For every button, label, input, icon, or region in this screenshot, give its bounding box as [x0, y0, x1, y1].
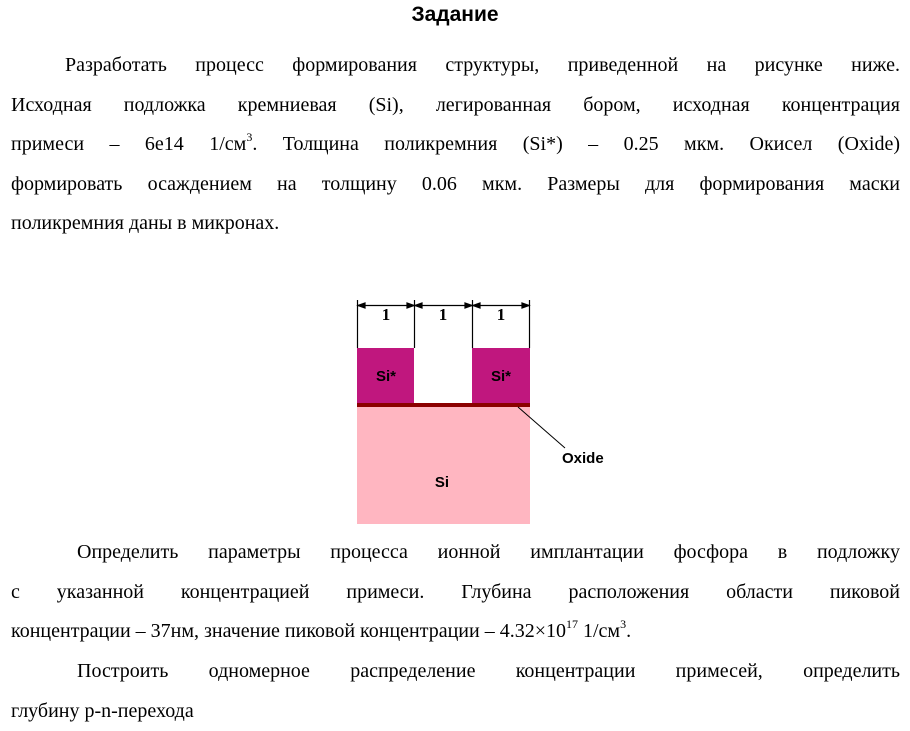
text-line: Определить параметры процесса ионной имплантации фосфора в подложку — [77, 541, 900, 563]
text-fragment: . Толщина поликремния (Si*) – 0.25 мкм. Окисел (Oxide) — [252, 133, 900, 155]
text-line: Построить одномерное распределение концентрации примесей, определить — [77, 660, 900, 682]
structure-figure — [350, 296, 620, 528]
text-line: с указанной концентрацией примеси. Глубина расположения области пиковой — [11, 580, 900, 603]
text-fragment: концентрации – 37нм, значение пиковой концентрации – 4.32×10 — [11, 620, 566, 642]
poly-si-right-label: Si* — [490, 368, 512, 385]
text-line — [11, 612, 900, 652]
substrate-label: Si — [434, 474, 450, 491]
structure-diagram — [350, 296, 620, 528]
superscript: 3 — [620, 617, 627, 631]
dimension-label: 1 — [438, 305, 448, 324]
text-line: Разработать процесс формирования структуры, приведенной на рисунке ниже. — [65, 54, 900, 76]
text-line: поликремния даны в микронах. — [11, 212, 280, 234]
text-line: глубину p-n-перехода — [11, 699, 194, 722]
substrate-si — [357, 406, 530, 524]
text-line: Исходная подложка кремниевая (Si), легированная бором, исходная концентрация — [11, 93, 900, 116]
oxide-label: Oxide — [562, 450, 604, 467]
superscript: 3 — [246, 130, 253, 144]
task-paragraph-2 — [11, 533, 900, 652]
task-paragraph-3 — [11, 652, 900, 731]
oxide-layer — [357, 403, 530, 407]
poly-si-left-label: Si* — [375, 368, 397, 385]
task-paragraph-1 — [11, 46, 900, 244]
text-fragment: . — [626, 620, 632, 642]
text-fragment: примеси – 6e14 1/см — [11, 133, 247, 155]
page-title: Задание — [411, 3, 499, 26]
text-line — [11, 125, 900, 165]
dimension-label: 1 — [381, 305, 391, 324]
text-fragment: 1/см — [577, 620, 621, 642]
text-line: формировать осаждением на толщину 0.06 мкм. Размеры для формирования маски — [11, 172, 900, 195]
dimension-label: 1 — [496, 305, 506, 324]
superscript: 17 — [565, 617, 578, 631]
